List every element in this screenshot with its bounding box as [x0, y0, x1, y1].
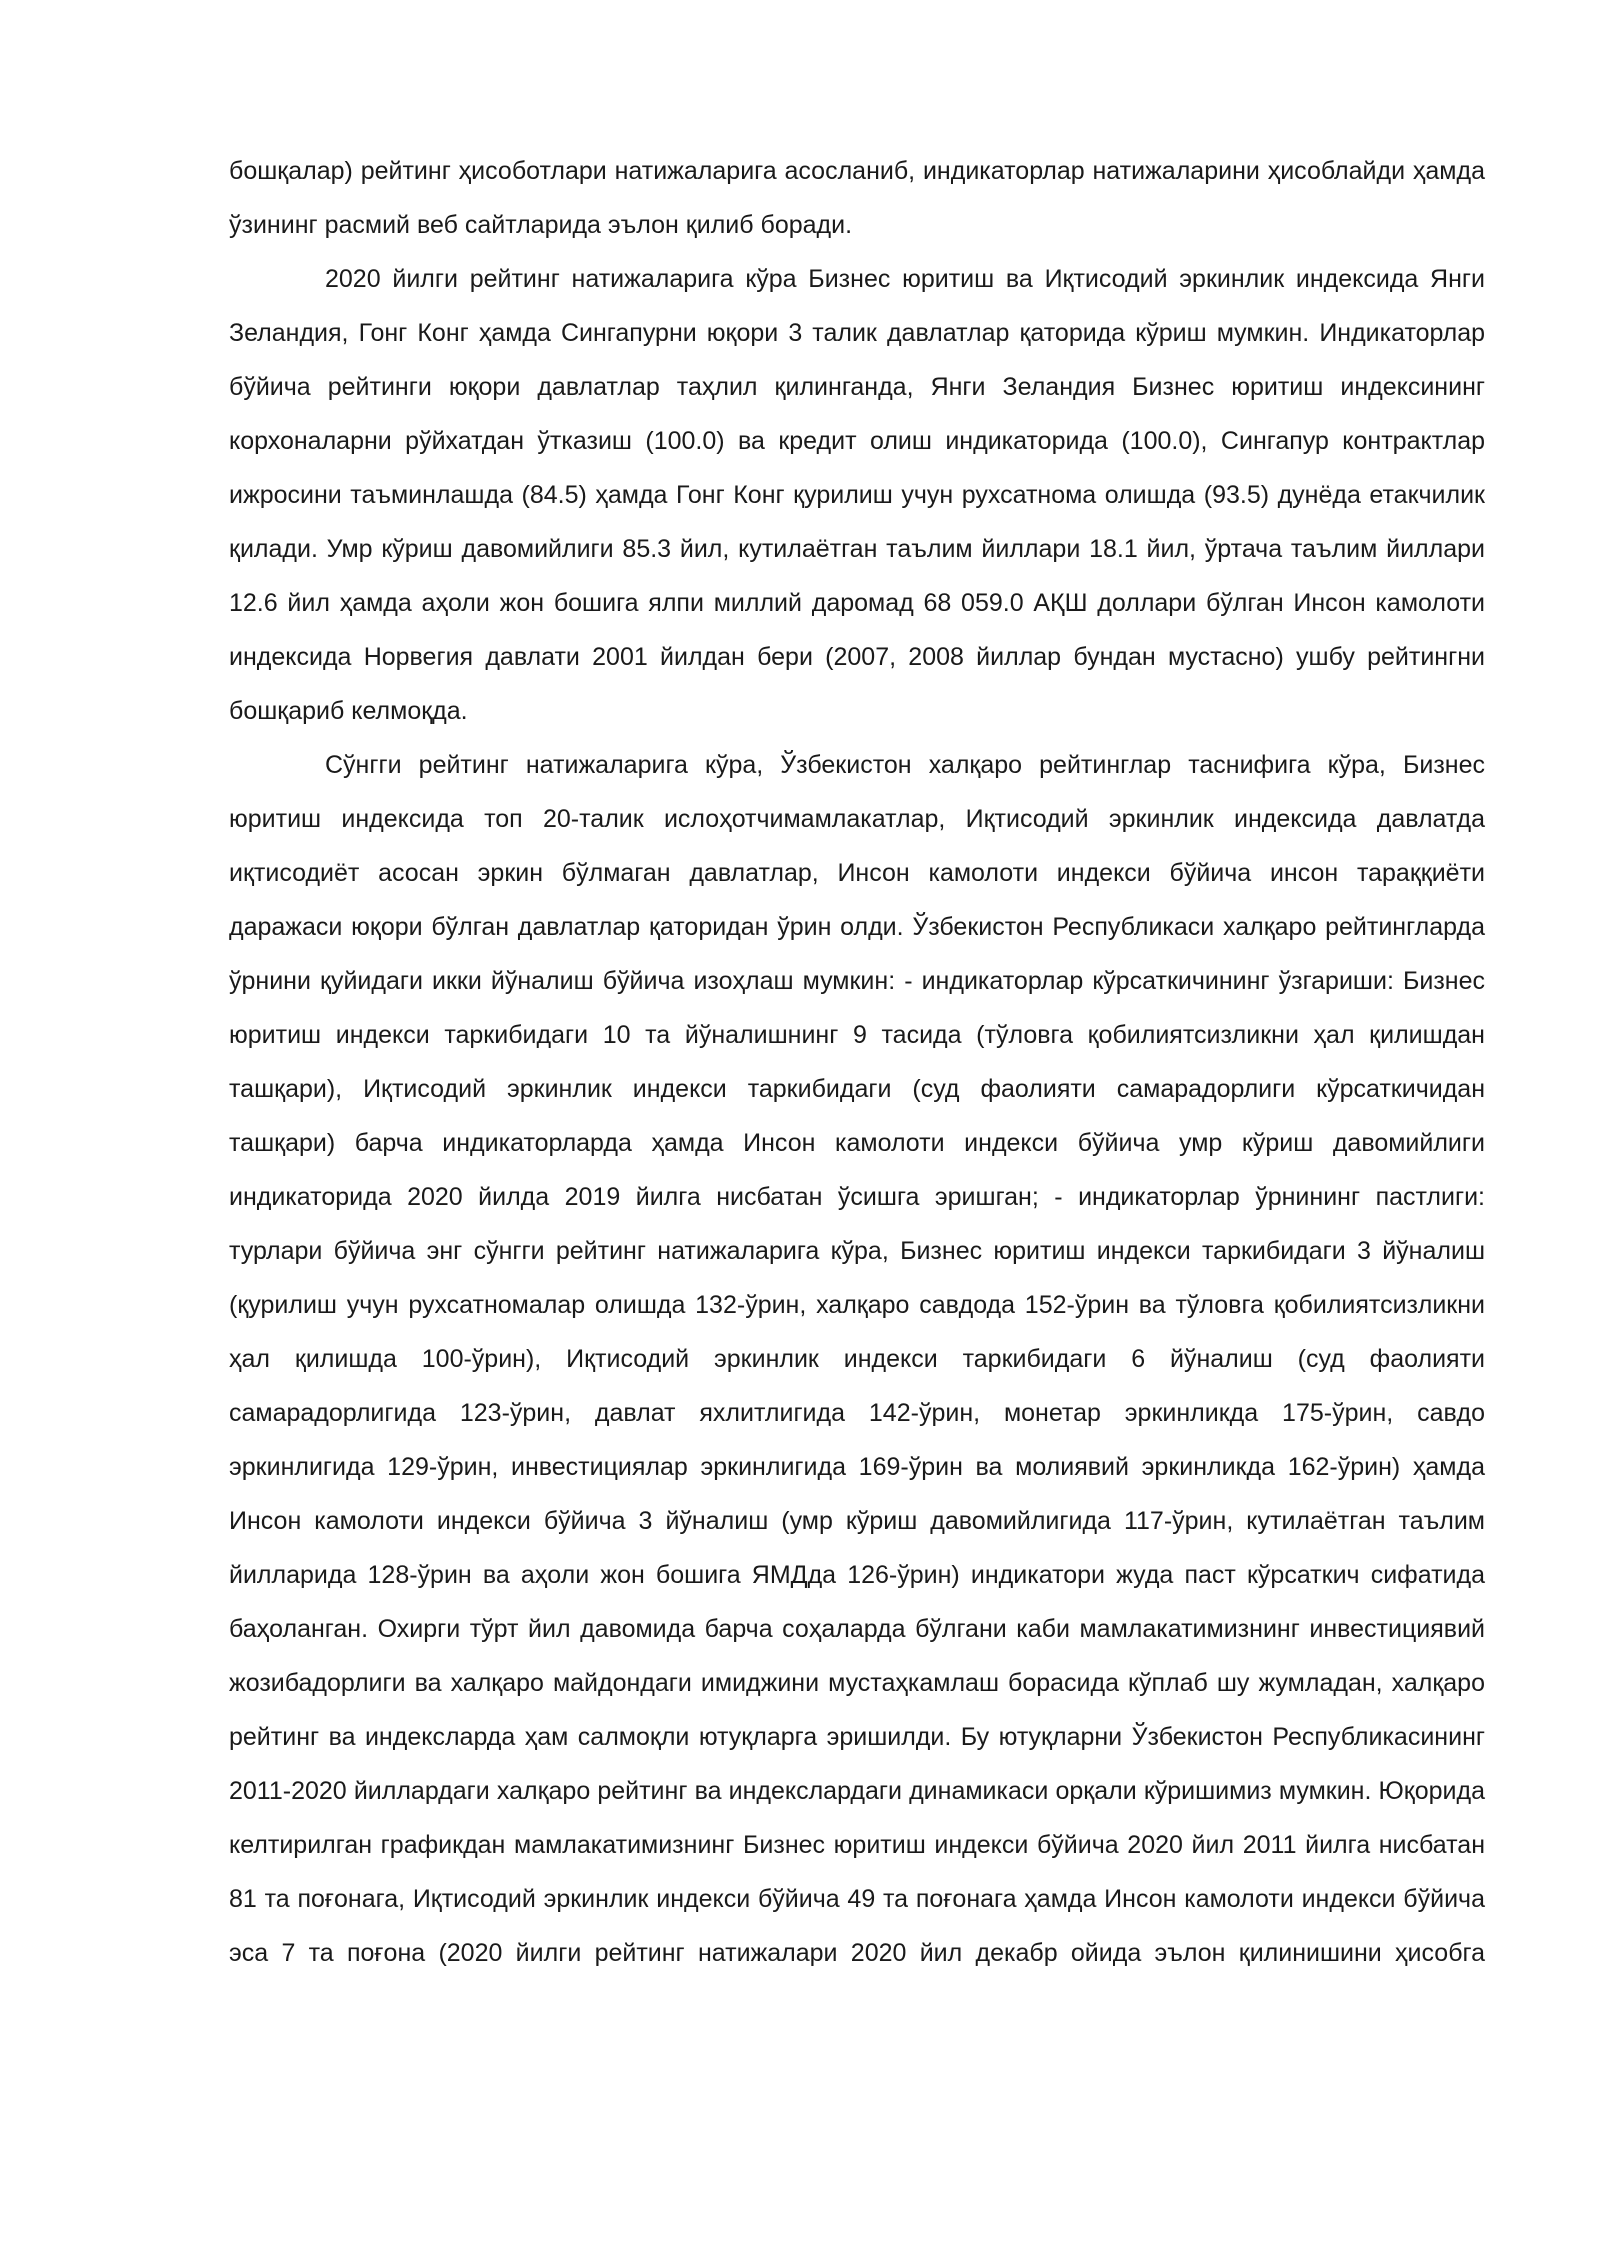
document-page [229, 144, 1485, 1980]
paragraph-2: 2020 йилги рейтинг натижаларига кўра Бизнес юритиш ва Иқтисодий эркинлик индексида Янги Зеландия, Гонг Конг ҳамда Сингапурни юқори 3 талик давлатлар қаторида кўриш мумкин. Индикаторлар бўйича рейтинги юқори давлатлар таҳлил қилинганда, Янги Зеландия Бизнес юритиш индексининг корхоналарни рўйхатдан ўтказиш (100.0) ва кредит олиш индикаторида (100.0), Сингапур контрактлар ижросини таъминлашда (84.5) ҳамда Гонг Конг қурилиш учун рухсатнома олишда (93.5) дунёда етакчилик қилади. Умр кўриш давомийлиги 85.3 йил, кутилаётган таълим йиллари 18.1 йил, ўртача таълим йиллари 12.6 йил ҳамда аҳоли жон бошига ялпи миллий даромад 68 059.0 АҚШ доллари бўлган Инсон камолоти индексида Норвегия давлати 2001 йилдан бери (2007, 2008 йиллар бундан мустасно) ушбу рейтингни бошқариб келмоқда. [229, 265, 1485, 725]
paragraph-1: бошқалар) рейтинг ҳисоботлари натижаларига асосланиб, индикаторлар натижаларини ҳисоблайди ҳамда ўзининг расмий веб сайтларида эълон қилиб боради. [229, 157, 1485, 239]
paragraph-3: Сўнгги рейтинг натижаларига кўра, Ўзбекистон халқаро рейтинглар таснифига кўра, Бизнес юритиш индексида топ 20-талик ислоҳотчимамлакатлар, Иқтисодий эркинлик индексида давлатда иқтисодиёт асосан эркин бўлмаган давлатлар, Инсон камолоти индекси бўйича инсон тараққиёти даражаси юқори бўлган давлатлар қаторидан ўрин олди. Ўзбекистон Республикаси халқаро рейтингларда ўрнини қуйидаги икки йўналиш бўйича изоҳлаш мумкин: - индикаторлар кўрсаткичининг ўзгариши: Бизнес юритиш индекси таркибидаги 10 та йўналишнинг 9 тасида (тўловга қобилиятсизликни ҳал қилишдан ташқари), Иқтисодий эркинлик индекси таркибидаги (суд фаолияти самарадорлиги кўрсаткичидан ташқари) барча индикаторларда ҳамда Инсон камолоти индекси бўйича умр кўриш давомийлиги индикаторида 2020 йилда 2019 йилга нисбатан ўсишга эришган; - индикаторлар ўрнининг пастлиги: турлари бўйича энг сўнгги рейтинг натижаларига кўра, Бизнес юритиш индекси таркибидаги 3 йўналиш (қурилиш учун рухсатномалар олишда 132-ўрин, халқаро савдода 152-ўрин ва тўловга қобилиятсизликни ҳал қилишда 100-ўрин), Иқтисодий эркинлик индекси таркибидаги 6 йўналиш (суд фаолияти самарадорлигида 123-ўрин, давлат яхлитлигида 142-ўрин, монетар эркинликда 175-ўрин, савдо эркинлигида 129-ўрин, инвестициялар эркинлигида 169-ўрин ва молиявий эркинликда 162-ўрин) ҳамда Инсон камолоти индекси бўйича 3 йўналиш (умр кўриш давомийлигида 117-ўрин, кутилаётган таълим йилларида 128-ўрин ва аҳоли жон бошига ЯМДда 126-ўрин) индикатори жуда паст кўрсаткич сифатида баҳоланган. Охирги тўрт йил давомида барча соҳаларда бўлгани каби мамлакатимизнинг инвестициявий жозибадорлиги ва халқаро майдондаги имиджини мустаҳкамлаш борасида кўплаб шу жумладан, халқаро рейтинг ва индексларда ҳам салмоқли ютуқларга эришилди. Бу ютуқларни Ўзбекистон Республикасининг 2011-2020 йиллардаги халқаро рейтинг ва индекслардаги динамикаси орқали кўришимиз мумкин. Юқорида келтирилган графикдан мамлакатимизнинг Бизнес юритиш индекси бўйича 2020 йил 2011 йилга нисбатан 81 та поғонага, Иқтисодий эркинлик индекси бўйича 49 та поғонага ҳамда Инсон камолоти индекси бўйича эса 7 та поғона (2020 йилги рейтинг натижалари 2020 йил декабр ойида эълон қилинишини ҳисобга [229, 751, 1485, 1967]
